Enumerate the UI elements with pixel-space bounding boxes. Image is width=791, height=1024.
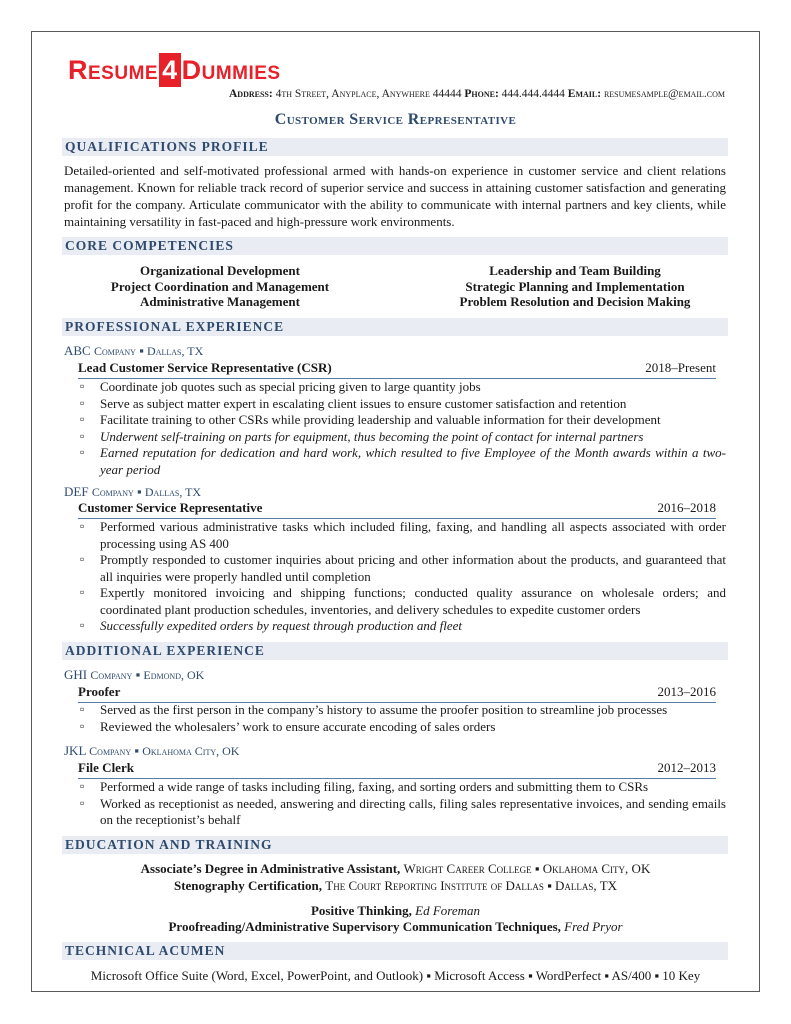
education-item: Associate’s Degree in Administrative Assistant, Wright Career College ▪ Oklahoma City, OK xyxy=(140,861,651,876)
job-dates: 2016–2018 xyxy=(657,500,716,515)
company-prefix: GHI xyxy=(64,667,88,682)
section-competencies xyxy=(62,237,728,255)
job-dates: 2018–Present xyxy=(645,360,716,375)
logo-text-resume: Resume xyxy=(68,54,159,85)
section-heading: TECHNICAL ACUMEN xyxy=(65,943,226,958)
job-role-row xyxy=(78,760,716,779)
degree-name: Associate’s Degree in Administrative Assistant, xyxy=(140,861,401,876)
competency-item: Administrative Management xyxy=(140,294,300,309)
contact-line xyxy=(229,88,725,100)
list-item: ▫ Facilitate training to other CSRs while providing leadership and valuable information for their development xyxy=(78,412,726,429)
company-jkl: JKL Company ▪ Oklahoma City, OK xyxy=(64,743,240,758)
training-instructor: Ed Foreman xyxy=(415,903,481,918)
company-word: Company xyxy=(91,485,134,499)
profile-paragraph: Detailed-oriented and self-motivated professional armed with hands-on experience in customer service and client relations management. Known for reliable track record of superior service and success in attaining customer satisfaction and generating profit for the company. Articulate communicator with the ability to communicate with internal partners and key clients, while maintaining versatility in fast-paced and high-pressure work environments. xyxy=(64,163,726,229)
training-item xyxy=(0,919,791,935)
section-heading: ADDITIONAL EXPERIENCE xyxy=(65,643,265,658)
job-role-row xyxy=(78,684,716,703)
email-label: Email: xyxy=(567,88,602,100)
competencies-right xyxy=(420,263,730,310)
competencies-left xyxy=(80,263,360,310)
company-word: Company xyxy=(93,344,136,358)
list-item: ▫ Performed various administrative tasks which included filing, faxing, and handling all aspects associated with order processing using AS 400 xyxy=(78,519,726,552)
company-location: Oklahoma City, OK xyxy=(142,744,240,758)
training-instructor: Fred Pryor xyxy=(564,919,623,934)
list-item: ▫ Reviewed the wholesalers’ work to ensure accurate encoding of sales orders xyxy=(78,719,726,736)
training-item xyxy=(0,903,791,919)
job-dates: 2013–2016 xyxy=(657,684,716,699)
competency-item: Project Coordination and Management xyxy=(110,278,330,294)
list-item: ▫ Underwent self-training on parts for equipment, thus becoming the point of contact for internal partners xyxy=(78,429,726,446)
list-item: ▫ Worked as receptionist as needed, answering and directing calls, filing sales representative invoices, and sending emails on the receptionist’s behalf xyxy=(78,796,726,829)
section-professional xyxy=(62,318,728,336)
school-location: Oklahoma City, OK xyxy=(542,861,651,876)
education-item: Stenography Certification, The Court Reporting Institute of Dallas ▪ Dallas, TX xyxy=(173,878,618,893)
address-label: Address: xyxy=(229,88,273,100)
job-bullets-jkl xyxy=(78,779,726,829)
section-technical xyxy=(62,942,728,960)
training-course: Proofreading/Administrative Supervisory Communication Techniques, xyxy=(168,919,561,934)
company-location: Dallas, TX xyxy=(144,485,202,499)
job-role-row xyxy=(78,500,716,519)
address-value: 4th Street, Anyplace, Anywhere 44444 xyxy=(275,88,462,100)
list-item: ▫ Served as the first person in the company’s history to assume the proofer position to streamline job processes xyxy=(78,702,726,719)
section-additional xyxy=(62,642,728,660)
company-def: DEF Company ▪ Dallas, TX xyxy=(64,484,202,499)
school-name: The Court Reporting Institute of Dallas xyxy=(325,878,544,893)
job-dates: 2012–2013 xyxy=(657,760,716,775)
company-location: Edmond, OK xyxy=(143,668,205,682)
list-item: ▫ Serve as subject matter expert in escalating client issues to ensure customer satisfaction and retention xyxy=(78,396,726,413)
job-bullets-abc xyxy=(78,379,726,478)
company-ghi: GHI Company ▪ Edmond, OK xyxy=(64,667,205,682)
section-qualifications xyxy=(62,138,728,156)
resume4dummies-logo xyxy=(68,54,281,86)
job-title: File Clerk xyxy=(78,760,134,775)
job-title: Proofer xyxy=(78,684,121,699)
logo-four-badge: 4 xyxy=(159,53,181,87)
section-heading: CORE COMPETENCIES xyxy=(65,238,234,253)
list-item: ▫ Performed a wide range of tasks including filing, faxing, and sorting orders and submitting them to CSRs xyxy=(78,779,726,796)
company-word: Company xyxy=(90,668,133,682)
phone-value: 444.444.4444 xyxy=(501,88,565,100)
section-heading: PROFESSIONAL EXPERIENCE xyxy=(65,319,285,334)
competency-item: Problem Resolution and Decision Making xyxy=(459,294,691,309)
job-title: Lead Customer Service Representative (CSR) xyxy=(78,360,332,375)
section-education xyxy=(62,836,728,854)
competency-item: Organizational Development xyxy=(140,263,300,278)
job-title: Customer Service Representative xyxy=(78,500,263,515)
job-role-row xyxy=(78,360,716,379)
list-item: ▫ Promptly responded to customer inquiries about pricing and other information about the products, and guaranteed that all inquiries were properly handled until completion xyxy=(78,552,726,585)
degree-name: Stenography Certification, xyxy=(173,878,323,893)
company-word: Company xyxy=(89,744,132,758)
competency-item: Leadership and Team Building xyxy=(489,263,661,278)
company-prefix: ABC xyxy=(64,343,91,358)
school-location: Dallas, TX xyxy=(555,878,618,893)
list-item: ▫ Successfully expedited orders by request through production and fleet xyxy=(78,618,726,635)
section-heading: QUALIFICATIONS PROFILE xyxy=(65,139,269,154)
company-abc: ABC Company ▪ Dallas, TX xyxy=(64,343,204,358)
email-value[interactable]: resumesample@email.com xyxy=(603,88,725,100)
list-item: ▫ Coordinate job quotes such as special pricing given to large quantity jobs xyxy=(78,379,726,396)
company-prefix: DEF xyxy=(64,484,89,499)
training-course: Positive Thinking, xyxy=(310,903,412,918)
school-name: Wright Career College xyxy=(403,861,532,876)
phone-label: Phone: xyxy=(464,88,499,100)
job-bullets-ghi xyxy=(78,702,726,735)
company-prefix: JKL xyxy=(64,743,86,758)
section-heading: EDUCATION AND TRAINING xyxy=(65,837,273,852)
logo-text-dummies: Dummies xyxy=(181,54,281,85)
resume-title: Customer Service Representative xyxy=(274,111,517,128)
list-item: ▫ Expertly monitored invoicing and shipping functions; conducted quality assurance on wholesale orders; and coordinated plant production schedules, inventories, and delivery schedules to expedite customer orders xyxy=(78,585,726,618)
competency-item: Strategic Planning and Implementation xyxy=(465,278,685,294)
job-bullets-def xyxy=(78,519,726,635)
company-location: Dallas, TX xyxy=(147,344,204,358)
technical-skills-line: Microsoft Office Suite (Word, Excel, PowerPoint, and Outlook) ▪ Microsoft Access ▪ WordPerfect ▪ AS/400 ▪ 10 Key xyxy=(90,968,701,983)
list-item: ▫ Earned reputation for dedication and hard work, which resulted to five Employee of the Month awards within a two-year period xyxy=(78,445,726,478)
